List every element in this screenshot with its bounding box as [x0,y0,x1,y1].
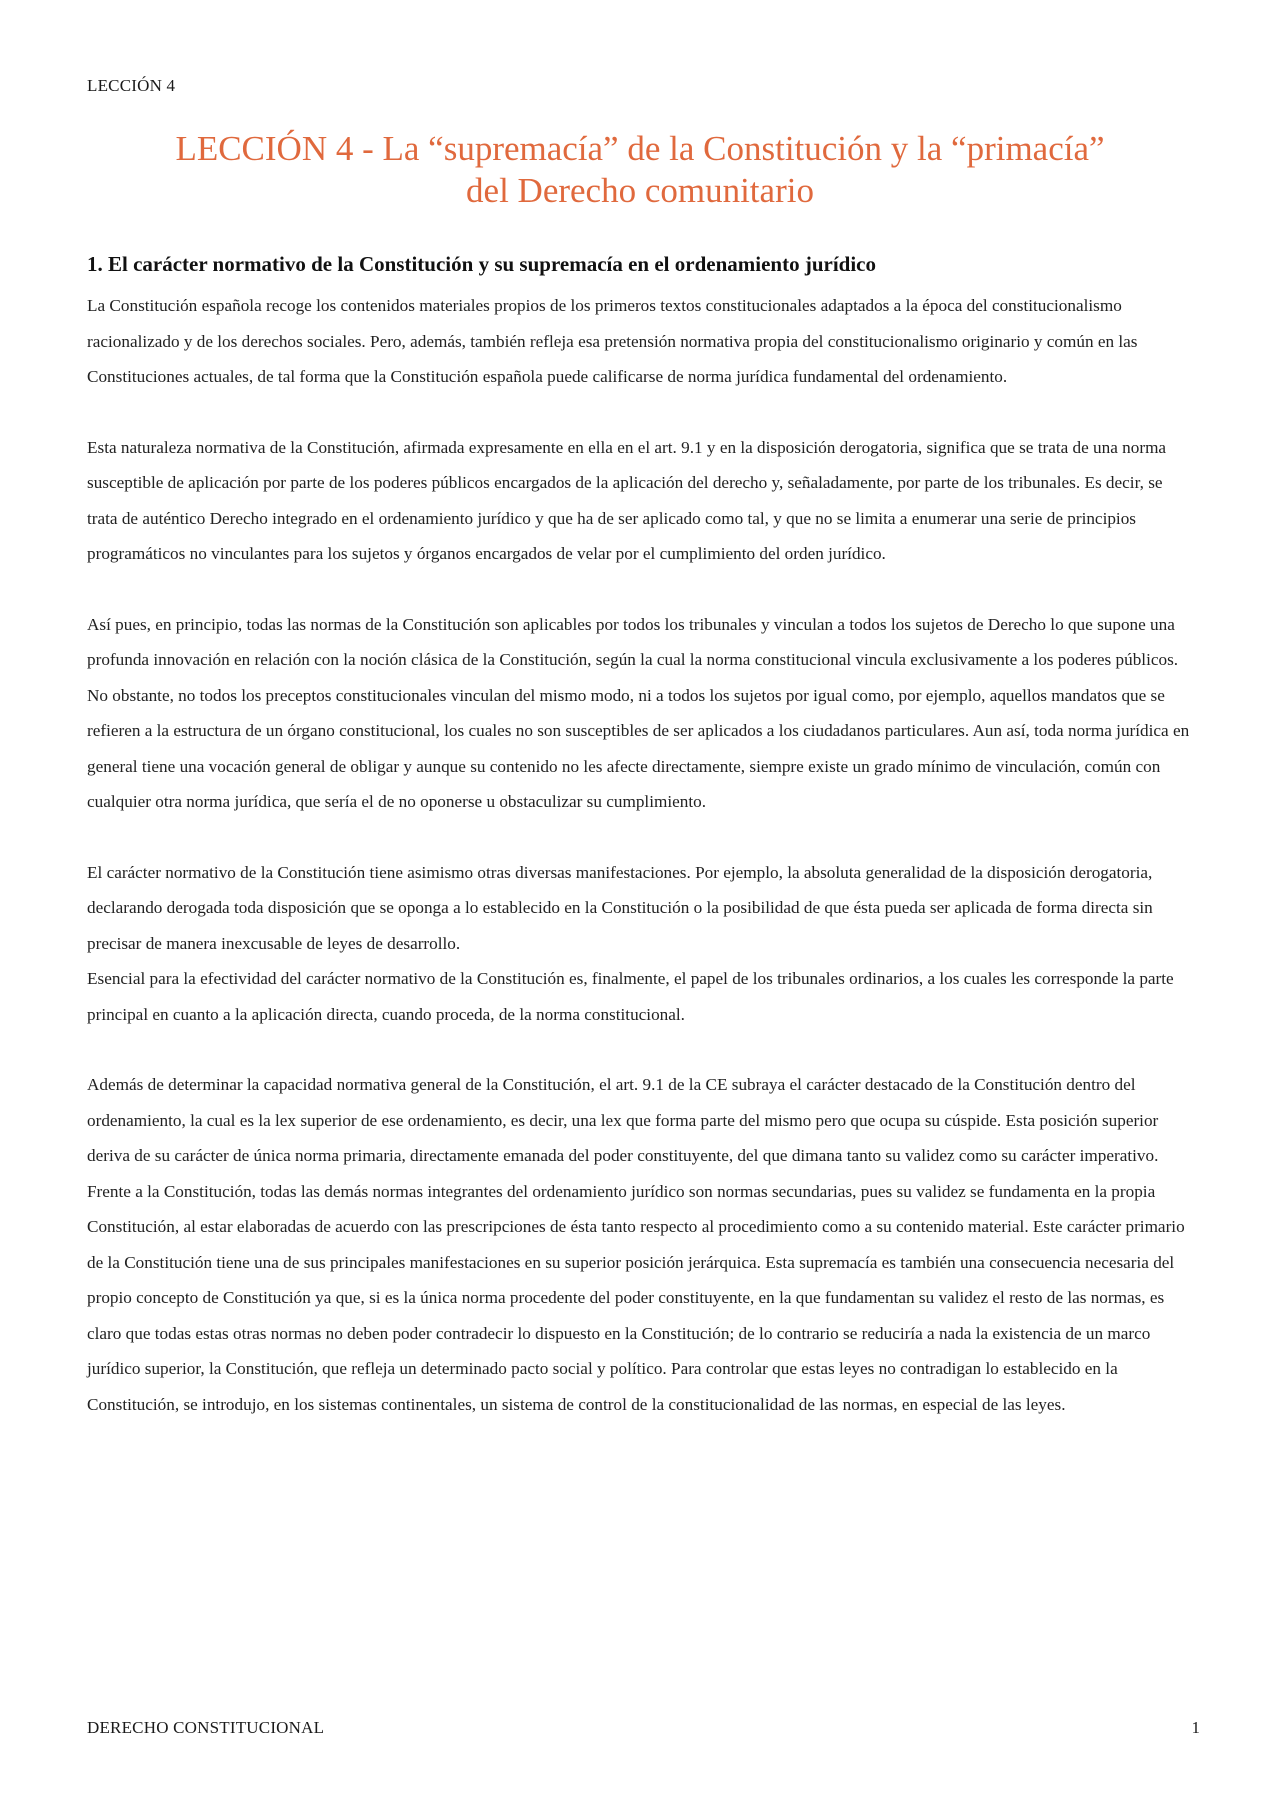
paragraph-3: Así pues, en principio, todas las normas de la Constitución son aplicables por todos los tribunales y vinculan a todos los sujetos de Derecho lo que supone una profunda innovación en relación con la noción clásica de la Constitución, según la cual la norma constitucional vincula exclusivamente a los poderes públicos. No obstante, no todos los preceptos constitucionales vinculan del mismo modo, ni a todos los sujetos por igual como, por ejemplo, aquellos mandatos que se refieren a la estructura de un órgano constitucional, los cuales no son susceptibles de ser aplicados a los ciudadanos particulares. Aun así, toda norma jurídica en general tiene una vocación general de obligar y aunque su contenido no les afecte directamente, siempre existe un grado mínimo de vinculación, común con cualquier otra norma jurídica, que sería el de no oponerse u obstaculizar su cumplimiento. [87,614,1190,811]
page-footer: DERECHO CONSTITUCIONAL [87,1718,325,1737]
paragraph-5: Esencial para la efectividad del carácter normativo de la Constitución es, finalmente, el papel de los tribunales ordinarios, a los cuales les corresponde la parte principal en cuanto a la aplicación directa, cuando proceda, de la norma constitucional. [87,969,1174,1024]
paragraph-1: La Constitución española recoge los contenidos materiales propios de los primeros textos constitucionales adaptados a la época del constitucionalismo racionalizado y de los derechos sociales. Pero, además, también refleja esa pretensión normativa propia del constitucionalismo originario y común en las Constituciones actuales, de tal forma que la Constitución española puede calificarse de norma jurídica fundamental del ordenamiento. [87,296,1138,386]
lesson-title-line-1: LECCIÓN 4 - La “supremacía” de la Constitución y la “primacía” [175,129,1105,168]
page-number: 1 [1191,1718,1200,1737]
lesson-title-line-2: del Derecho comunitario [466,171,814,210]
paragraph-6: Además de determinar la capacidad normativa general de la Constitución, el art. 9.1 de la CE subraya el carácter destacado de la Constitución dentro del ordenamiento, la cual es la lex superior de ese ordenamiento, es decir, una lex que forma parte del mismo pero que ocupa su cúspide. Esta posición superior deriva de su carácter de única norma primaria, directamente emanada del poder constituyente, del que dimana tanto su validez como su carácter imperativo. Frente a la Constitución, todas las demás normas integrantes del ordenamiento jurídico son normas secundarias, pues su validez se fundamenta en la propia Constitución, al estar elaboradas de acuerdo con las prescripciones de ésta tanto respecto al procedimiento como a su contenido material. Este carácter primario de la Constitución tiene una de sus principales manifestaciones en su superior posición jerárquica. Esta supremacía es también una consecuencia necesaria del propio concepto de Constitución ya que, si es la única norma procedente del poder constituyente, en la que fundamentan su validez el resto de las normas, es claro que todas estas otras normas no deben poder contradecir lo dispuesto en la Constitución; de lo contrario se reduciría a nada la existencia de un marco jurídico superior, la Constitución, que refleja un determinado pacto social y político. Para controlar que estas leyes no contradigan lo establecido en la Constitución, se introdujo, en los sistemas continentales, un sistema de control de la constitucionalidad de las normas, en especial de las leyes. [87,1075,1185,1414]
paragraph-4: El carácter normativo de la Constitución tiene asimismo otras diversas manifestaciones. Por ejemplo, la absoluta generalidad de la disposición derogatoria, declarando derogada toda disposición que se oponga a lo establecido en la Constitución o la posibilidad de que ésta pueda ser aplicada de forma directa sin precisar de manera inexcusable de leyes de desarrollo. [87,862,1153,953]
lesson-title [87,128,1193,212]
section-heading: 1. El carácter normativo de la Constitución y su supremacía en el ordenamiento jurídico [87,252,876,276]
section-body [87,288,1193,1457]
paragraph-2: Esta naturaleza normativa de la Constitución, afirmada expresamente en ella en el art. 9.1 y en la disposición derogatoria, significa que se trata de una norma susceptible de aplicación por parte de los poderes públicos encargados de la aplicación del derecho y, señaladamente, por parte de los tribunales. Es decir, se trata de auténtico Derecho integrado en el ordenamiento jurídico y que ha de ser aplicado como tal, y que no se limita a enumerar una serie de principios programáticos no vinculantes para los sujetos y órganos encargados de velar por el cumplimiento del orden jurídico. [87,437,1167,563]
page-header: LECCIÓN 4 [87,76,176,95]
